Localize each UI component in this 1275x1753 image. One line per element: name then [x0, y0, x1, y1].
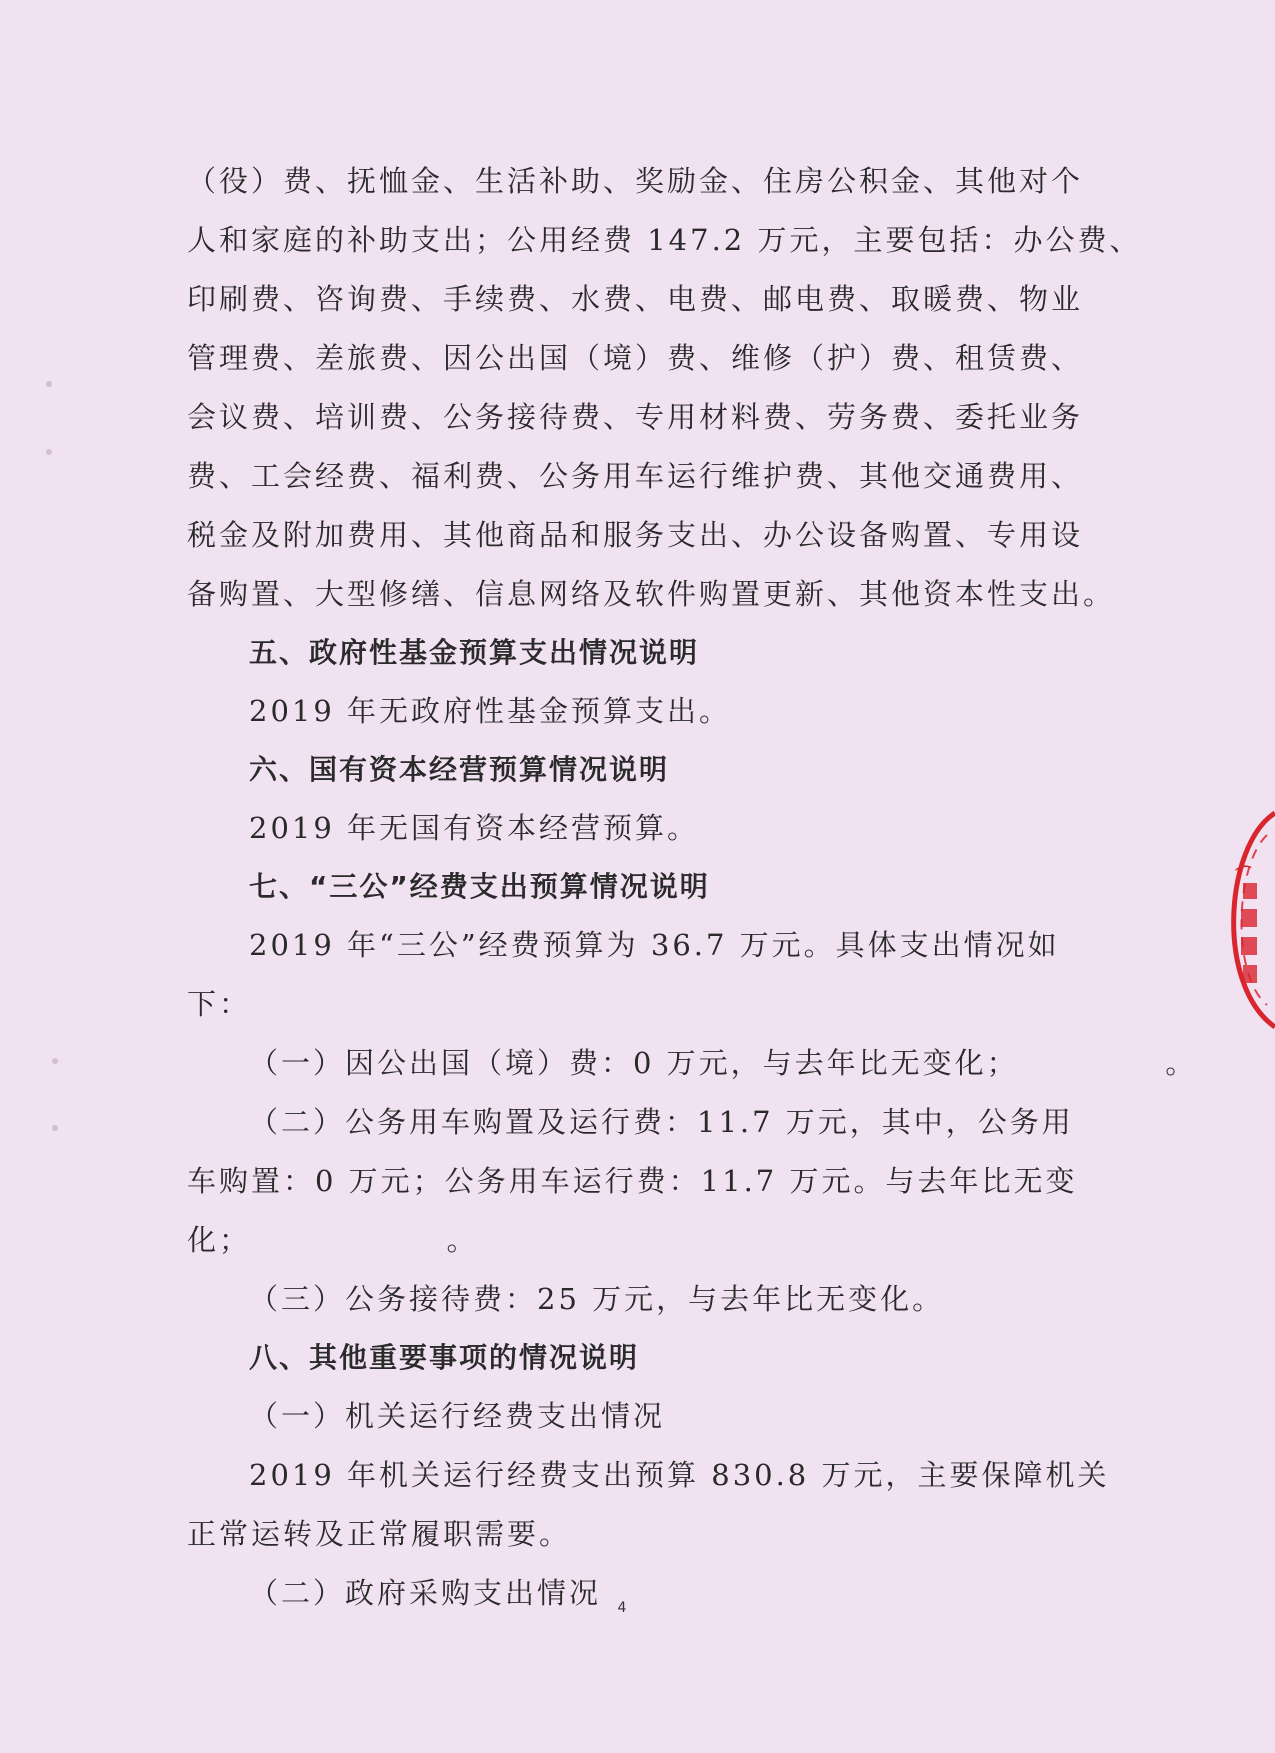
section-heading-5: 五、政府性基金预算支出情况说明 — [249, 636, 700, 669]
section-text-5: 2019 年无政府性基金预算支出。 — [249, 694, 732, 728]
section-8-sub-1: （一）机关运行经费支出情况 — [249, 1399, 666, 1433]
text-line: 化； 。 — [187, 1223, 479, 1257]
text-line: 费、工会经费、福利费、公务用车运行维护费、其他交通费用、 — [187, 459, 1084, 493]
section-heading-6: 六、国有资本经营预算情况说明 — [249, 753, 670, 786]
page-number: 4 — [617, 1600, 627, 1616]
text-line: 税金及附加费用、其他商品和服务支出、办公设备购置、专用设 — [187, 518, 1084, 552]
paragraph-expense-list — [187, 152, 1142, 624]
binding-mark — [52, 1058, 58, 1064]
section-7-item-1: （一）因公出国（境）费：0 万元，与去年比无变化； 。 — [249, 1046, 1198, 1080]
seal-stamp-icon — [1205, 805, 1275, 1035]
section-8-sub-1-text — [187, 1446, 1110, 1564]
binding-mark — [52, 1125, 58, 1131]
binding-mark — [46, 449, 52, 455]
text-line: 管理费、差旅费、因公出国（境）费、维修（护）费、租赁费、 — [187, 341, 1084, 375]
text-line: 正常运转及正常履职需要。 — [187, 1517, 572, 1551]
text-line: 印刷费、咨询费、手续费、水费、电费、邮电费、取暖费、物业 — [187, 282, 1084, 316]
section-heading-7: 七、“三公”经费支出预算情况说明 — [249, 870, 710, 903]
section-text-6: 2019 年无国有资本经营预算。 — [249, 811, 700, 845]
svg-text:(: ( — [1232, 862, 1254, 873]
text-line: （二）公务用车购置及运行费：11.7 万元，其中，公务用 — [249, 1105, 1074, 1139]
text-line: 车购置：0 万元；公务用车运行费：11.7 万元。与去年比无变 — [187, 1164, 1078, 1198]
text-line: 2019 年机关运行经费支出预算 830.8 万元，主要保障机关 — [249, 1458, 1110, 1492]
section-8-sub-2: （二）政府采购支出情况 — [249, 1576, 602, 1610]
section-7-item-3: （三）公务接待费：25 万元，与去年比无变化。 — [249, 1282, 945, 1316]
text-line: 会议费、培训费、公务接待费、专用材料费、劳务费、委托业务 — [187, 400, 1084, 434]
text-line: 备购置、大型修缮、信息网络及软件购置更新、其他资本性支出。 — [187, 577, 1116, 611]
text-line: 人和家庭的补助支出；公用经费 147.2 万元，主要包括：办公费、 — [187, 223, 1142, 257]
section-7-item-2 — [187, 1093, 1078, 1270]
document-body — [187, 152, 1198, 1623]
section-7-intro: 2019 年“三公”经费预算为 36.7 万元。具体支出情况如下： — [187, 928, 1060, 1021]
section-heading-8: 八、其他重要事项的情况说明 — [249, 1341, 640, 1374]
text-line: （役）费、抚恤金、生活补助、奖励金、住房公积金、其他对个 — [187, 164, 1084, 198]
binding-mark — [46, 381, 52, 387]
